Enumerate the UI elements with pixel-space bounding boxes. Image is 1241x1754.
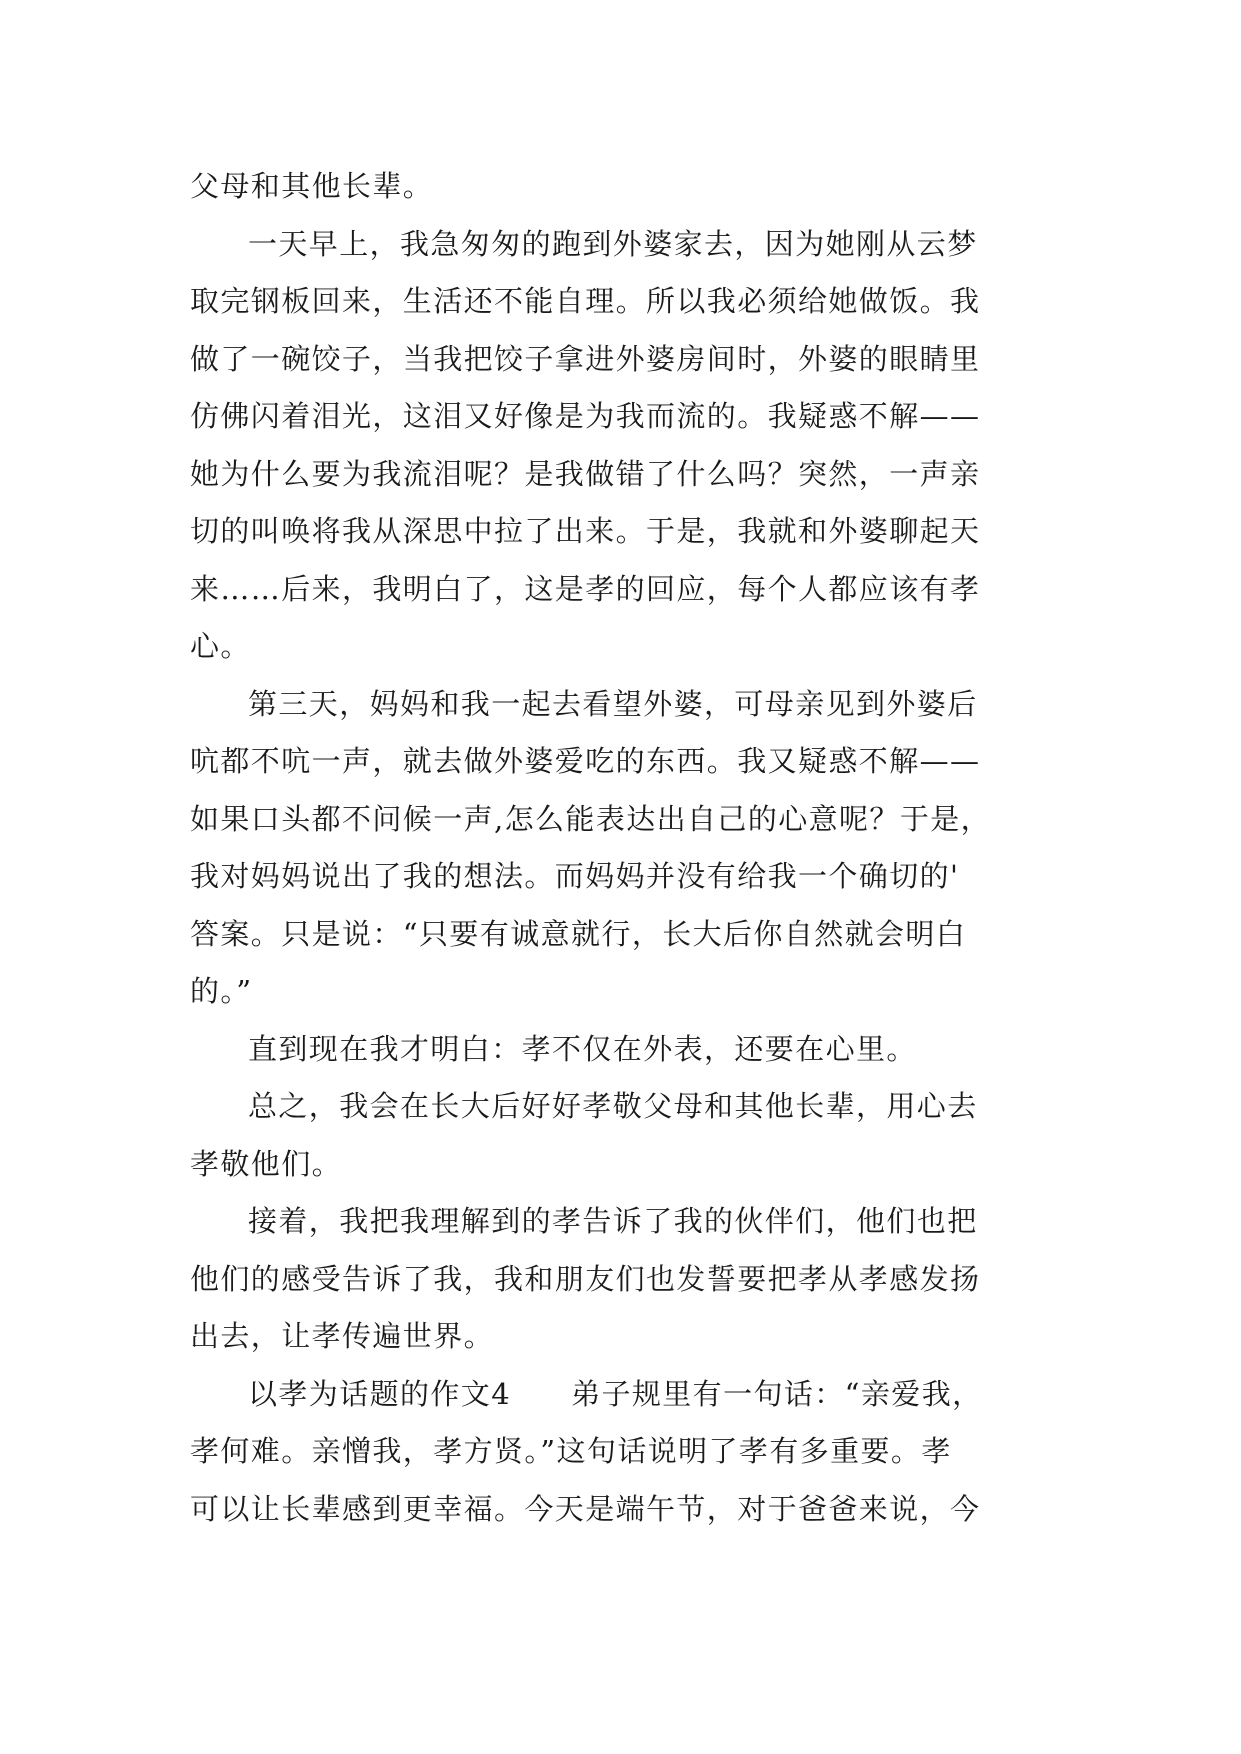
text-line: 心。: [190, 629, 251, 663]
text-line: 做了一碗饺子，当我把饺子拿进外婆房间时，外婆的眼睛里: [190, 341, 981, 376]
text-line: 她为什么要为我流泪呢？是我做错了什么吗？突然，一声亲: [190, 456, 981, 491]
text-line: 接着，我把我理解到的孝告诉了我的伙伴们，他们也把: [248, 1204, 978, 1238]
text-line: 吭都不吭一声，就去做外婆爱吃的东西。我又疑惑不解——: [190, 744, 981, 778]
text-line: 如果口头都不问候一声,怎么能表达出自己的心意呢？于是，: [190, 801, 992, 836]
text-line: 第三天，妈妈和我一起去看望外婆，可母亲见到外婆后: [248, 686, 978, 721]
text-line: 切的叫唤将我从深思中拉了出来。于是，我就和外婆聊起天: [190, 514, 981, 548]
text-line: 孝敬他们。: [190, 1146, 343, 1181]
text-line: 仿佛闪着泪光，这泪又好像是为我而流的。我疑惑不解——: [190, 399, 981, 433]
essay-heading-line: [190, 1366, 1052, 1424]
text-line: 直到现在我才明白：孝不仅在外表，还要在心里。: [248, 1031, 917, 1066]
text-line: 父母和其他长辈。: [190, 169, 434, 203]
text-line: 来……后来，我明白了，这是孝的回应，每个人都应该有孝: [190, 571, 981, 606]
text-line: 取完钢板回来，生活还不能自理。所以我必须给她做饭。我: [190, 284, 981, 318]
text-line: 出去，让孝传遍世界。: [190, 1319, 495, 1353]
text-line: 孝何难。亲憎我，孝方贤。”这句话说明了孝有多重要。孝: [190, 1434, 952, 1468]
essay-heading: 以孝为话题的作文4: [248, 1376, 512, 1411]
document-body: [190, 158, 1052, 1538]
text-line: 我对妈妈说出了我的想法。而妈妈并没有给我一个确切的': [190, 859, 960, 893]
text-line: 的。”: [190, 974, 253, 1008]
text-line: 总之，我会在长大后好好孝敬父母和其他长辈，用心去: [248, 1089, 978, 1123]
text-line: 他们的感受告诉了我，我和朋友们也发誓要把孝从孝感发扬: [190, 1261, 981, 1296]
text-line: 答案。只是说：“只要有诚意就行，长大后你自然就会明白: [190, 916, 967, 951]
text-line: 可以让长辈感到更幸福。今天是端午节，对于爸爸来说，今: [190, 1491, 981, 1526]
text-line: 弟子规里有一句话：“亲爱我，: [571, 1376, 983, 1411]
text-line: 一天早上，我急匆匆的跑到外婆家去，因为她刚从云梦: [248, 226, 978, 261]
